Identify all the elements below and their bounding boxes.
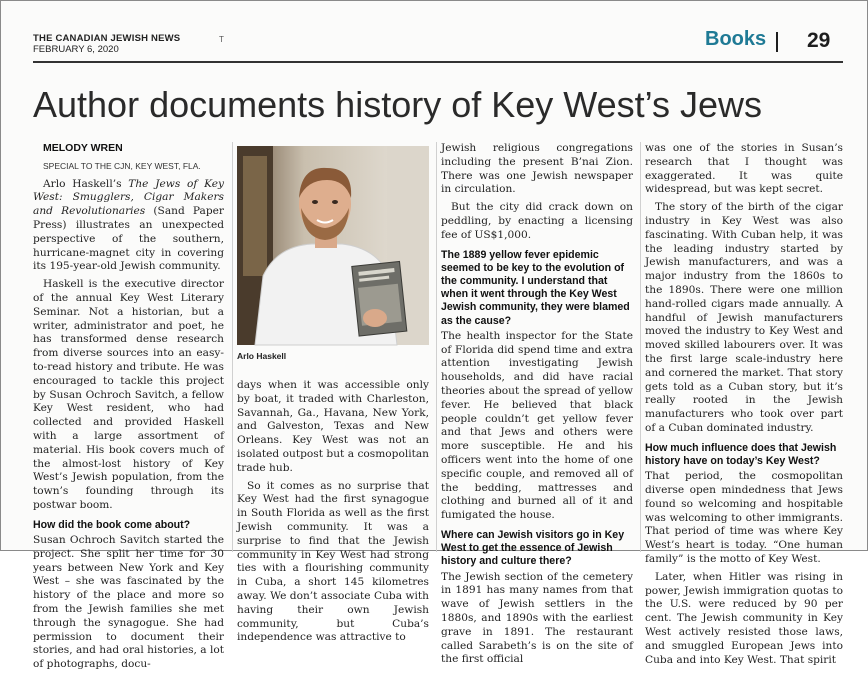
paragraph: The health inspector for the State of Florida did spend time and extra attention investigating Jewish households, and did have racial theories about the spread of yellow fever. He believed that black people couldn’t get yellow fever and that Jews and others were more susceptible. He and his officers went into the home of one specific couple, and removed all of the bedding, mattresses and clothing and burned all of it and fumigated the house.	[441, 329, 633, 522]
byline: MELODY WREN	[43, 142, 123, 154]
publication-date: FEBRUARY 6, 2020	[33, 44, 119, 55]
paragraph: So it comes as no surprise that Key West had the first synagogue in South Florida as well as the first Jewish community. It was a surprise to find that the Jewish community in Key West had strong ties with a flourishing community in Cuba, a short 145 kilometres away. We don’t associate Cuba with having their own Jewish community, but Cuba’s independence was attractive to	[237, 479, 429, 644]
article-column-3	[441, 142, 633, 671]
article-column-1	[33, 142, 224, 676]
header-rule	[33, 61, 843, 63]
question-heading: How did the book come about?	[33, 518, 191, 531]
question-heading: Where can Jewish visitors go in Key West to get the essence of Jewish history and culture there?	[441, 528, 625, 568]
column-divider	[640, 142, 641, 552]
photo-caption: Arlo Haskell	[237, 351, 287, 361]
header-divider	[776, 32, 778, 52]
paragraph: Later, when Hitler was rising in power, Jewish immigration quotas to the U.S. were reduced by 90 per cent. The Jewish community in Key West actively resisted those laws, and smuggled European Jews into Cuba and into Key West. That spirit	[645, 570, 843, 666]
page-marker: T	[219, 35, 224, 44]
paragraph-text: (Sand Paper Press) illustrates an unexpected perspective of the southern, hurricane-magnet city in covering its 195-year-old Jewish community.	[33, 205, 224, 273]
paragraph: days when it was accessible only by boat, it traded with Charleston, Savannah, Ga., Havana, New York, and Galveston, Texas and New Orleans. Key West was not an isolated outpost but a cosmopolitan trade hub.	[237, 379, 429, 474]
article-column-4	[645, 142, 843, 671]
paragraph: was one of the stories in Susan’s research that I thought was exaggerated. It was quite widespread, but was kept secret.	[645, 142, 843, 196]
book-title: The Jews of Key West: Smugglers, Cigar Makers and Revolutionaries	[33, 177, 224, 218]
section-label: Books	[705, 28, 767, 50]
paragraph	[33, 178, 224, 275]
article-column-2	[237, 379, 429, 649]
paragraph: The story of the birth of the cigar industry in Key West was also fascinating. With Cuban help, it was the leading industry started by Jewish manufacturers, and was a major industry from the 1860s to the 1890s. There were one million hand-rolled cigars made annually. A handful of Jewish manufacturers moved the industry to Key West and moved skilled labourers over. It was the first large scale-industry here and cornered the market. That story gets told as a Cuban story, but it’s really rooted in the Jewish manufacturers who took over part of a Cuban dominated industry.	[645, 201, 843, 434]
publication-name: THE CANADIAN JEWISH NEWS	[33, 33, 181, 44]
paragraph: The Jewish section of the cemetery in 1891 has many names from that wave of Jewish settlers in the 1880s, and 1890s with the earliest grave in 1891. The restaurant called Sarabeth’s is on the site of the first official	[441, 570, 633, 666]
author-photo-illustration	[237, 146, 429, 345]
article-headline: Author documents history of Key West’s Jews	[33, 84, 762, 125]
column-divider	[232, 142, 233, 552]
column-divider	[436, 142, 437, 552]
author-photo	[237, 146, 429, 345]
byline-credit: SPECIAL TO THE CJN, KEY WEST, FLA.	[43, 160, 201, 171]
paragraph: Haskell is the executive director of the annual Key West Literary Seminar. Not a historian, but a writer, administrator and poet, he has transformed dense research from diverse sources into an easy-to-read history and tribute. He was encouraged to tackle this project by Susan Ochroch Savitch, a fellow Key West resident, who had collected and provided Haskell with a large assortment of material. His book covers much of the almost-lost history of Key West’s Jewish population, from the town’s founding through its postwar boom.	[33, 278, 224, 511]
paragraph: Jewish religious congregations including the present B’nai Zion. There was one Jewish newspaper in circulation.	[441, 142, 633, 196]
question-heading: The 1889 yellow fever epidemic seemed to be key to the evolution of the community. I understand that when it went through the Key West Jewish community, they were blamed as the cause?	[441, 248, 630, 327]
page-number: 29	[807, 29, 831, 52]
question-heading: How much influence does that Jewish history have on today’s Key West?	[645, 441, 837, 467]
paragraph: But the city did crack down on peddling, by enacting a licensing fee of US$1,000.	[441, 201, 633, 241]
paragraph: Susan Ochroch Savitch started the project. She split her time for 30 years between New York and Key West – she was fascinated by the history of the place and more so from the Jewish families she met through the synagogue. She had permission to document their stories, and had oral histories, a lot of photographs, docu-	[33, 533, 224, 671]
paragraph-text: Arlo Haskell’s	[43, 177, 129, 190]
paragraph: That period, the cosmopolitan diverse open mindedness that Jews found so welcoming and hospitable was welcoming to other immigrants. That period of time was where Key West’s heart is today. “One human family” is the motto of Key West.	[645, 470, 843, 565]
